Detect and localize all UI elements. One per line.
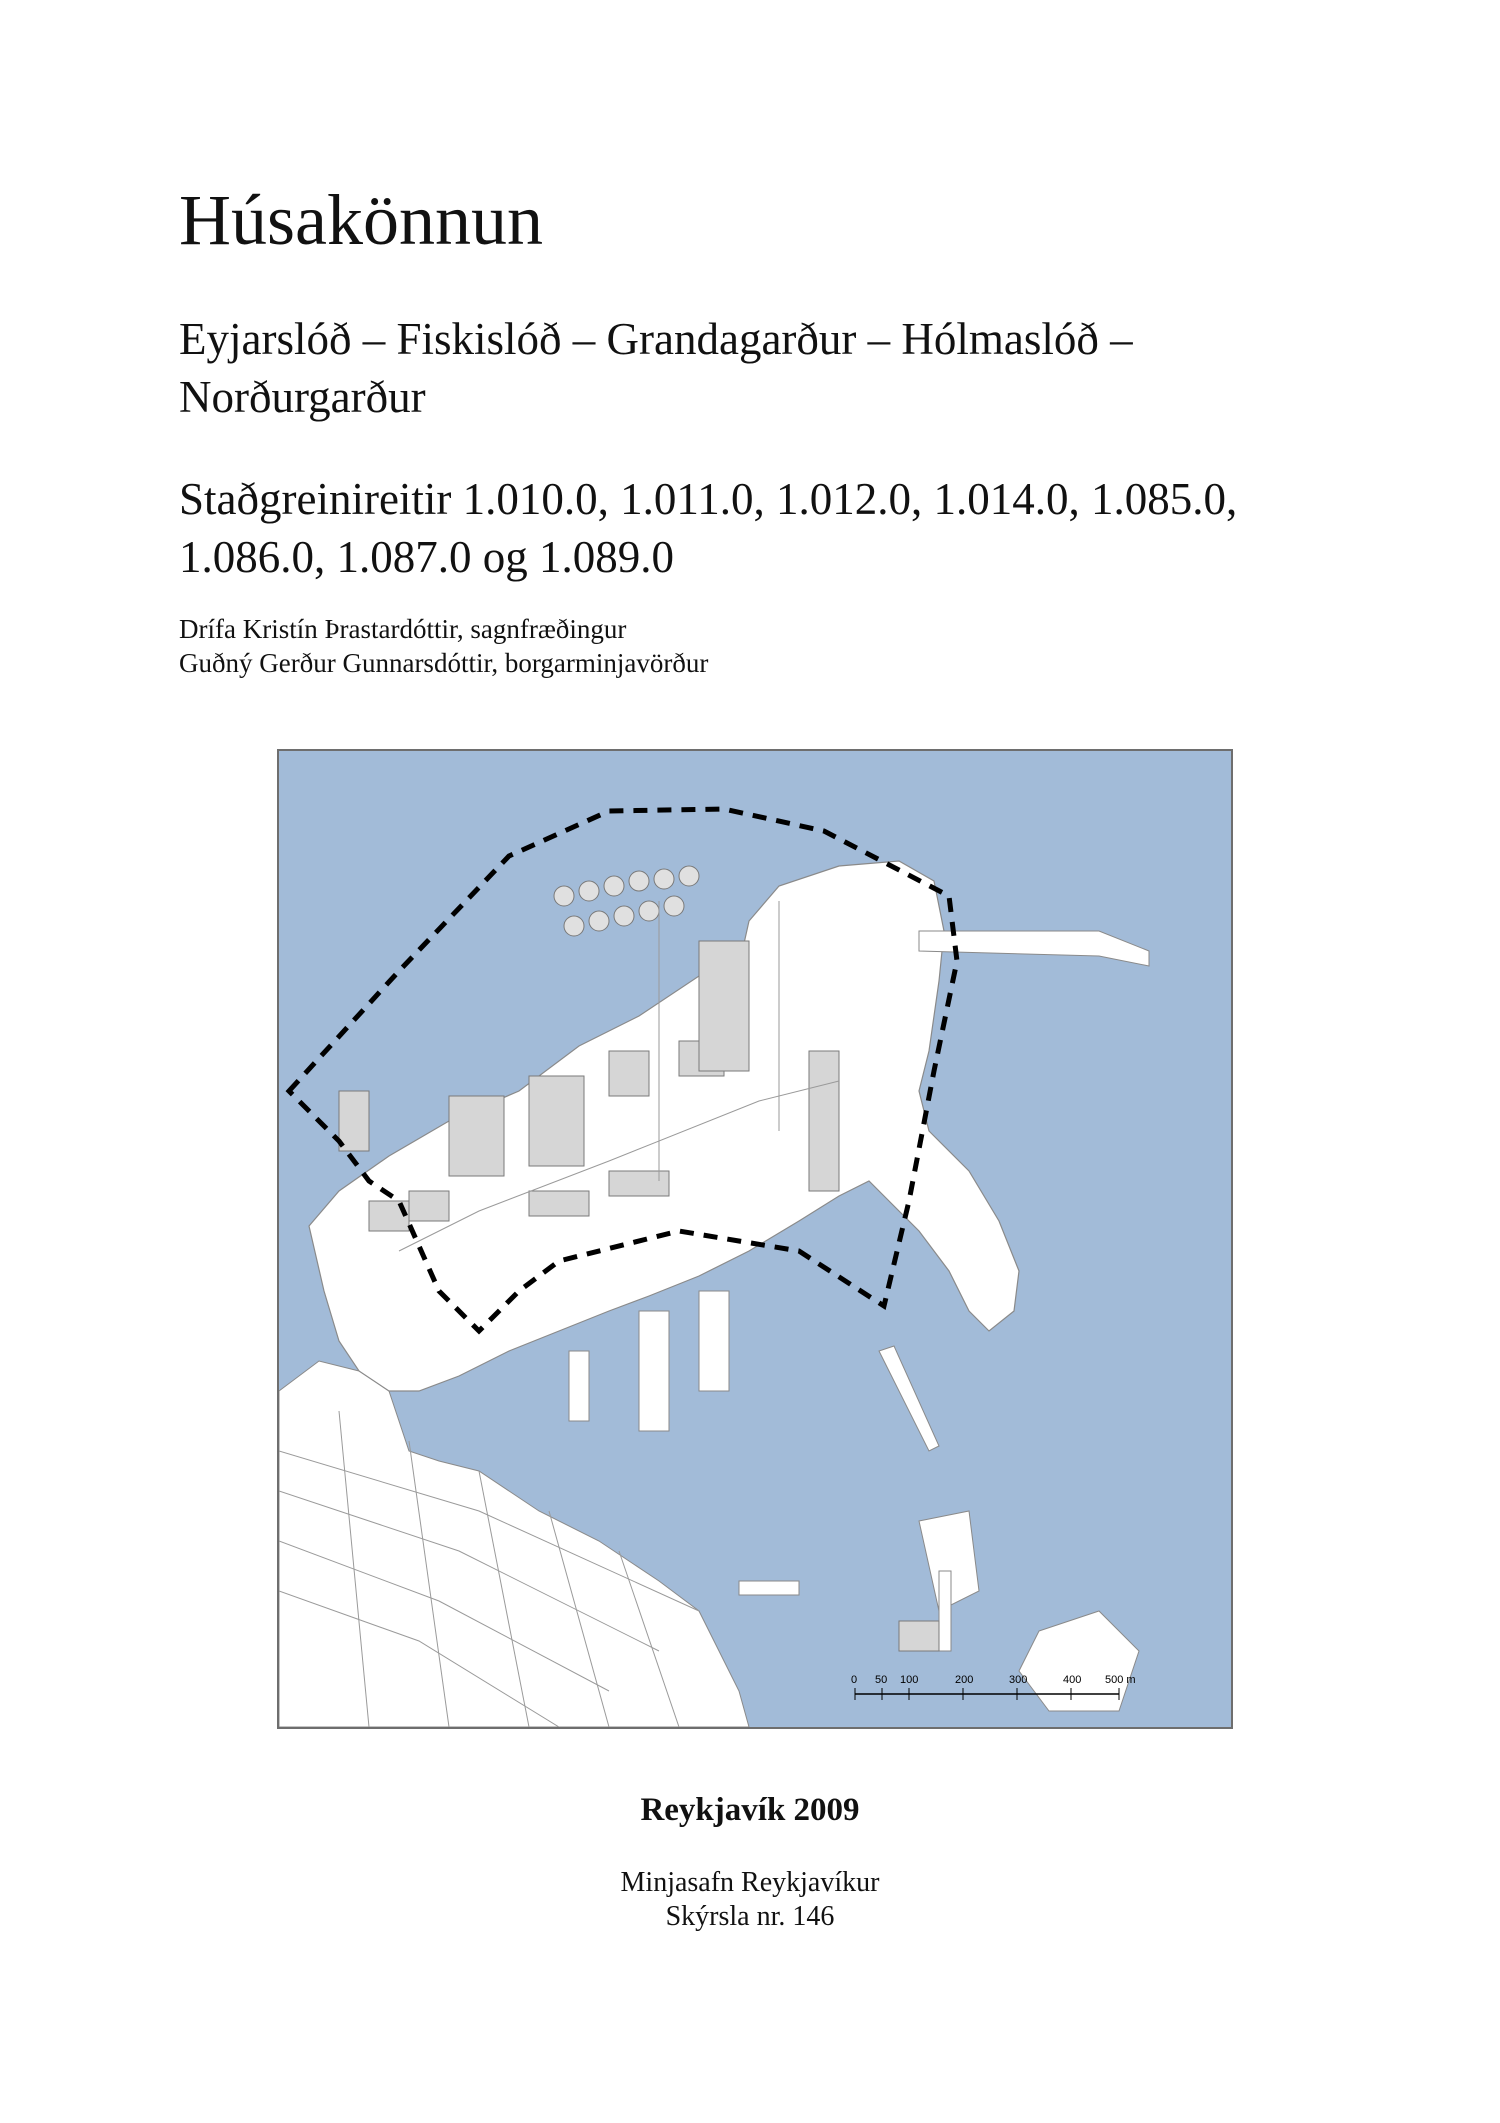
publisher-name: Minjasafn Reykjavíkur [620,1867,880,1898]
scale-label-300: 300 [1009,1674,1028,1686]
plot-identifiers-line-2: 1.086.0, 1.087.0 og 1.089.0 [179,532,674,582]
author-1: Drífa Kristín Þrastardóttir, sagnfræðingur [179,614,627,644]
street-names-line-1: Eyjarslóð – Fiskislóð – Grandagarður – Hólmaslóð – [179,314,1133,364]
scale-label-500: 500 m [1105,1674,1136,1686]
survey-area-map [277,749,1233,1729]
scale-label-0: 0 [851,1674,858,1686]
plot-identifiers-line-1: Staðgreinireitir 1.010.0, 1.011.0, 1.012.0, 1.014.0, 1.085.0, [179,474,1238,524]
street-names-line-2: Norðurgarður [179,372,426,422]
scale-label-400: 400 [1063,1674,1082,1686]
street-names [179,310,1133,426]
publisher [0,1866,1500,1934]
document-title: Húsakönnun [179,180,543,260]
scale-label-200: 200 [955,1674,974,1686]
plot-identifiers [179,470,1237,586]
authors [179,612,708,680]
author-2: Guðný Gerður Gunnarsdóttir, borgarminjavörður [179,648,709,678]
scale-label-100: 100 [900,1674,919,1686]
report-number: Skýrsla nr. 146 [665,1901,835,1932]
place-and-year: Reykjavík 2009 [640,1792,860,1828]
scale-label-50: 50 [875,1674,888,1686]
